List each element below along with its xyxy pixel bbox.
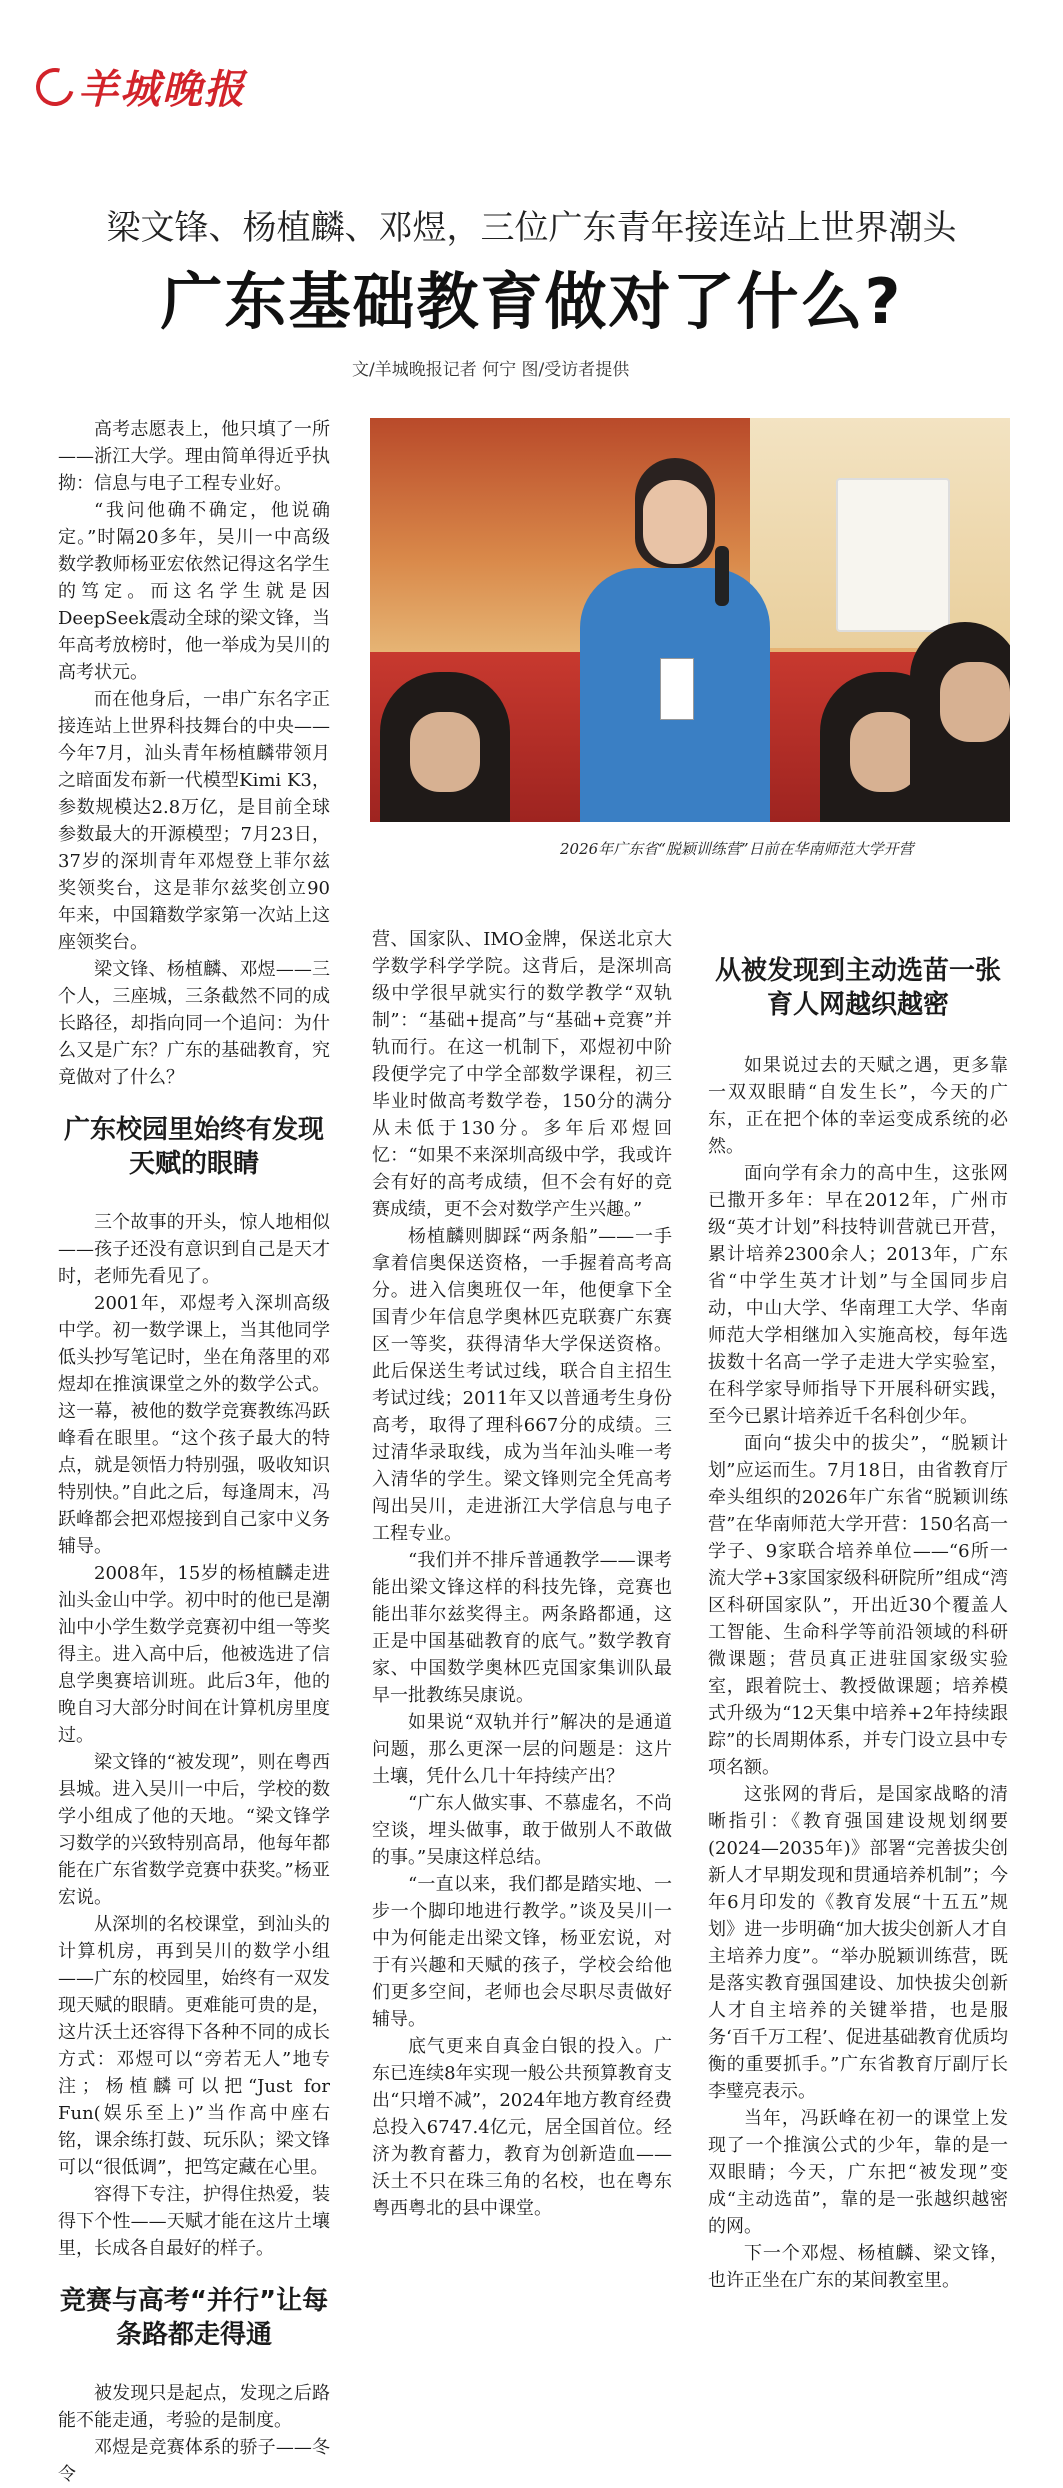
paragraph: “我们并不排斥普通教学——课考能出梁文锋这样的科技先锋，竞赛也能出菲尔兹奖得主。两条路都通，这正是中国基础教育的底气。”数学教育家、中国数学奥林匹克国家集训队最早一批教练吴康说。 — [372, 1550, 672, 1706]
section-heading: 广东校园里始终有发现天赋的眼睛 — [63, 1115, 324, 1179]
paragraph: 三个故事的开头，惊人地相似——孩子还没有意识到自己是天才时，老师先看见了。 — [58, 1212, 330, 1287]
paragraph: 2001年，邓煜考入深圳高级中学。初一数学课上，当其他同学低头抄写笔记时，坐在角落里的邓煜却在推演课堂之外的数学公式。这一幕，被他的数学竞赛教练冯跃峰看在眼里。“这个孩子最大的特点，就是领悟力特别强，吸收知识特别快。”自此之后，每逢周末，冯跃峰都会把邓煜接到自己家中义务辅导。 — [58, 1293, 330, 1557]
section-heading: 从被发现到主动选苗一张育人网越织越密 — [714, 956, 1001, 1020]
paragraph: 从深圳的名校课堂，到汕头的计算机房，再到吴川的数学小组——广东的校园里，始终有一双发现天赋的眼睛。更难能可贵的是，这片沃土还容得下各种不同的成长方式：邓煜可以“旁若无人”地专注；杨植麟可以把“Just for Fun(娱乐至上)”当作高中座右铭，课余练打鼓、玩乐队；梁文锋可以“很低调”，把笃定藏在心里。 — [58, 1914, 330, 2178]
article-byline: 文/羊城晚报记者 何宁 图/受访者提供 — [352, 360, 630, 380]
paragraph: 邓煜是竞赛体系的骄子——冬令 — [58, 2437, 330, 2485]
article-subtitle: 梁文锋、杨植麟、邓煜，三位广东青年接连站上世界潮头 — [106, 208, 957, 248]
paragraph: 被发现只是起点，发现之后路能不能走通，考验的是制度。 — [58, 2383, 330, 2431]
audience-member-icon — [910, 622, 1010, 822]
section-heading: 竞赛与高考“并行”让每条路都走得通 — [59, 2286, 329, 2350]
paragraph: 营、国家队、IMO金牌，保送北京大学数学科学学院。这背后，是深圳高级中学很早就实行的数学教学“双轨制”：“基础+提高”与“基础+竞赛”并轨而行。在这一机制下，邓煜初中阶段便学完了中学全部数学课程，初三毕业时做高考数学卷，150分的满分从未低于130分。多年后邓煜回忆：“如果不来深圳高级中学，我或许会有好的高考成绩，但不会有好的竞赛成绩，更不会对数学产生兴趣。” — [372, 929, 672, 1220]
article-column-3 — [708, 918, 1008, 2294]
audience-member-icon — [380, 672, 510, 822]
article-title: 广东基础教育做对了什么? — [160, 265, 903, 338]
paragraph: 杨植麟则脚踩“两条船”——一手拿着信奥保送资格，一手握着高考高分。进入信奥班仅一年，他便拿下全国青少年信息学奥林匹克联赛广东赛区一等奖，获得清华大学保送资格。此后保送生考试过线，联合自主招生考试过线；2011年又以普通考生身份高考，取得了理科667分的成绩。三过清华录取线，成为当年汕头唯一考入清华的学生。梁文锋则完全凭高考闯出吴川，走进浙江大学信息与电子工程专业。 — [372, 1226, 672, 1544]
paragraph: 如果说过去的天赋之遇，更多靠一双双眼睛“自发生长”，今天的广东，正在把个体的幸运变成系统的必然。 — [708, 1055, 1008, 1157]
masthead-name: 羊城晚报 — [78, 67, 246, 113]
paragraph: 当年，冯跃峰在初一的课堂上发现了一个推演公式的少年，靠的是一双眼睛；今天，广东把“被发现”变成“主动选苗”，靠的是一张越织越密的网。 — [708, 2108, 1008, 2237]
masthead — [36, 58, 246, 115]
paragraph: 而在他身后，一串广东名字正接连站上世界科技舞台的中央——今年7月，汕头青年杨植麟带领月之暗面发布新一代模型Kimi K3，参数规模达2.8万亿，是目前全球参数最大的开源模型；7月23日，37岁的深圳青年邓煜登上菲尔兹奖领奖台，这是菲尔兹奖创立90年来，中国籍数学家第一次站上这座领奖台。 — [58, 689, 330, 953]
photo-air-conditioner — [836, 478, 950, 632]
name-badge-icon — [660, 658, 694, 720]
photo-caption: 2026年广东省“脱颖训练营”日前在华南师范大学开营 — [560, 840, 914, 858]
paragraph: 梁文锋、杨植麟、邓煜——三个人，三座城，三条截然不同的成长路径，却指向同一个追问：为什么又是广东？广东的基础教育，究竟做对了什么？ — [58, 959, 330, 1088]
paragraph: 2008年，15岁的杨植麟走进汕头金山中学。初中时的他已是潮汕中小学生数学竞赛初中组一等奖得主。进入高中后，他被选进了信息学奥赛培训班。此后3年，他的晚自习大部分时间在计算机房里度过。 — [58, 1563, 330, 1746]
masthead-logo-icon — [29, 61, 81, 113]
paragraph: “一直以来，我们都是踏实地、一步一个脚印地进行教学。”谈及吴川一中为何能走出梁文锋，杨亚宏说，对于有兴趣和天赋的孩子，学校会给他们更多空间，老师也会尽职尽责做好辅导。 — [372, 1874, 672, 2030]
paragraph: 如果说“双轨并行”解决的是通道问题，那么更深一层的问题是：这片土壤，凭什么几十年持续产出？ — [372, 1712, 672, 1787]
paragraph: 这张网的背后，是国家战略的清晰指引：《教育强国建设规划纲要(2024—2035年)》部署“完善拔尖创新人才早期发现和贯通培养机制”；今年6月印发的《教育发展“十五五”规划》进一步明确“加大拔尖创新人才自主培养力度”。“举办脱颖训练营，既是落实教育强国建设、加快拔尖创新人才自主培养的关键举措，也是服务‘百千万工程’、促进基础教育优质均衡的重要抓手。”广东省教育厅副厅长李璧亮表示。 — [708, 1784, 1008, 2102]
microphone-icon — [715, 546, 729, 606]
paragraph: “我问他确不确定，他说确定。”时隔20多年，吴川一中高级数学教师杨亚宏依然记得这名学生的笃定。而这名学生就是因DeepSeek震动全球的梁文锋，当年高考放榜时，他一举成为吴川的高考状元。 — [58, 500, 330, 683]
paragraph: 下一个邓煜、杨植麟、梁文锋，也许正坐在广东的某间教室里。 — [708, 2243, 1008, 2291]
article-column-1 — [58, 416, 330, 2488]
article-photo — [370, 418, 1010, 822]
paragraph: 面向学有余力的高中生，这张网已撒开多年：早在2012年，广州市级“英才计划”科技特训营就已开营，累计培养2300余人；2013年，广东省“中学生英才计划”与全国同步启动，中山大学、华南理工大学、华南师范大学相继加入实施高校，每年选拔数十名高一学子走进大学实验室，在科学家导师指导下开展科研实践，至今已累计培养近千名科创少年。 — [708, 1163, 1008, 1427]
paragraph: 面向“拔尖中的拔尖”，“脱颖计划”应运而生。7月18日，由省教育厅牵头组织的2026年广东省“脱颖训练营”在华南师范大学开营：150名高一学子、9家联合培养单位——“6所一流大学+3家国家级科研院所”组成“湾区科研国家队”，开出近30个覆盖人工智能、生命科学等前沿领域的科研微课题；营员真正进驻国家级实验室，跟着院士、教授做课题；培养模式升级为“12天集中培养+2年持续跟踪”的长周期体系，并专门设立县中专项名额。 — [708, 1433, 1008, 1778]
article-column-2 — [372, 926, 672, 2222]
paragraph: 梁文锋的“被发现”，则在粤西县城。进入吴川一中后，学校的数学小组成了他的天地。“梁文锋学习数学的兴致特别高昂，他每年都能在广东省数学竞赛中获奖。”杨亚宏说。 — [58, 1752, 330, 1908]
paragraph: 容得下专注，护得住热爱，装得下个性——天赋才能在这片土壤里，长成各自最好的样子。 — [58, 2184, 330, 2259]
paragraph: 底气更来自真金白银的投入。广东已连续8年实现一般公共预算教育支出“只增不减”，2024年地方教育经费总投入6747.4亿元，居全国首位。经济为教育蓄力，教育为创新造血——沃土不只在珠三角的名校，也在粤东粤西粤北的县中课堂。 — [372, 2036, 672, 2219]
paragraph: “广东人做实事、不慕虚名，不尚空谈，埋头做事，敢于做别人不敢做的事。”吴康这样总结。 — [372, 1793, 672, 1868]
paragraph: 高考志愿表上，他只填了一所——浙江大学。理由简单得近乎执拗：信息与电子工程专业好。 — [58, 419, 330, 494]
photo-student-speaking-icon — [580, 458, 770, 822]
